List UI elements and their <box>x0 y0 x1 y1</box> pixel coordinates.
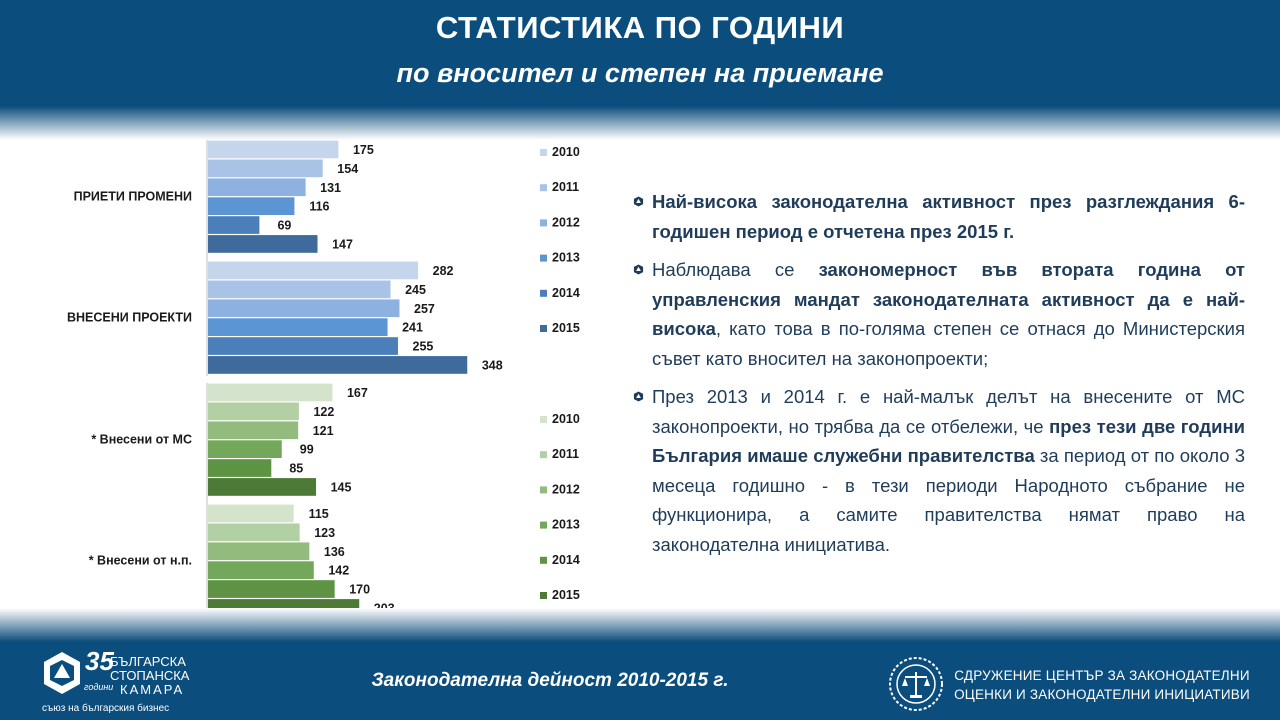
legend-label: 2015 <box>552 321 580 335</box>
bar <box>208 235 318 253</box>
data-label: 147 <box>332 237 353 252</box>
bar <box>208 318 388 336</box>
category-label: * Внесени от МС <box>91 432 192 447</box>
legend-swatch <box>540 219 547 226</box>
legend-swatch <box>540 149 547 156</box>
legend-swatch <box>540 522 547 529</box>
data-label: 69 <box>277 218 292 233</box>
category-label: ВНЕСЕНИ ПРОЕКТИ <box>66 310 192 325</box>
bar <box>208 299 399 317</box>
org-name <box>952 666 1252 704</box>
legend-label: 2012 <box>552 215 580 230</box>
footer-fade <box>0 608 1280 642</box>
legend-swatch <box>540 557 547 564</box>
bar <box>208 542 309 560</box>
bullet-hexagon-icon <box>633 196 644 207</box>
bullet-text: , като това в по-голяма степен се отнася до Министерския съвет като вносител на законопроекти; <box>652 318 1245 369</box>
bar <box>208 384 332 402</box>
legend-label: 2013 <box>552 517 580 532</box>
bar <box>208 580 335 598</box>
legend-label: 2011 <box>552 180 580 195</box>
bar <box>208 337 398 355</box>
data-label: 241 <box>402 320 423 335</box>
data-label: 115 <box>308 506 329 521</box>
logo-tagline: съюз на българския бизнес <box>42 703 170 714</box>
bullet-item <box>633 187 1245 246</box>
data-label: 175 <box>352 142 374 157</box>
bar <box>208 160 323 178</box>
scales-seal-icon <box>888 656 944 712</box>
data-label: 131 <box>320 180 342 195</box>
bullet-text: Най-висока законодателна активност през разглеждания 6-годишен период е отчетена през 2015 г. <box>652 191 1245 242</box>
legend-swatch <box>540 184 547 191</box>
data-label: 121 <box>312 423 334 438</box>
bullet-text: Наблюдава се <box>652 259 819 280</box>
bar <box>208 197 294 215</box>
logo-line1: БЪЛГАРСКА <box>110 654 186 669</box>
category-label: ПРИЕТИ ПРОМЕНИ <box>73 189 192 204</box>
bullet-hexagon-icon <box>633 391 644 402</box>
bar <box>208 440 282 458</box>
legend-swatch <box>540 416 547 423</box>
logo-years: години <box>84 682 114 692</box>
bar <box>208 262 418 280</box>
bar <box>208 216 259 234</box>
footer-caption: Законодателна дейност 2010-2015 г. <box>371 670 729 691</box>
data-label: 145 <box>330 480 352 495</box>
bullet-text: закономерност във втората година от управленския мандат законодателната активност да е най-висока <box>652 259 1245 339</box>
bar <box>208 403 299 421</box>
logo-line3: КАМАРА <box>120 682 185 697</box>
legend-label: 2014 <box>552 285 580 300</box>
data-label: 245 <box>405 282 426 297</box>
data-label: 99 <box>299 442 314 457</box>
legend-label: 2012 <box>552 482 580 497</box>
bar <box>208 421 298 439</box>
bullet-text: за период от по около 3 месеца годишно - в тези периоди Народното събрание не функционира, а самите правителства нямат право на законодателна инициатива. <box>652 445 1245 555</box>
bar <box>208 524 300 542</box>
data-label: 136 <box>323 544 345 559</box>
bar <box>208 561 314 579</box>
data-label: 348 <box>481 358 503 373</box>
data-label: 255 <box>412 339 434 354</box>
bar <box>208 141 338 159</box>
legend-swatch <box>540 486 547 493</box>
bullet-list <box>633 187 1245 568</box>
org-name-line2: ОЦЕНКИ И ЗАКОНОДАТЕЛНИ ИНИЦИАТИВИ <box>954 687 1250 702</box>
logo-number: 35 <box>85 648 114 676</box>
bar <box>208 178 306 196</box>
bullet-text: през тези две години България имаше служебни правителства <box>652 415 1245 466</box>
bar <box>208 356 467 374</box>
bar <box>208 281 391 299</box>
bar <box>208 478 316 496</box>
data-label: 257 <box>414 301 435 316</box>
data-label: 122 <box>313 404 335 419</box>
org-name-line1: СДРУЖЕНИЕ ЦЕНТЪР ЗА ЗАКОНОДАТЕЛНИ <box>954 668 1250 683</box>
legend-label: 2013 <box>552 250 580 265</box>
data-label: 167 <box>346 385 368 400</box>
legend-label: 2015 <box>552 588 580 602</box>
legend-label: 2011 <box>552 447 580 462</box>
legend-swatch <box>540 290 547 297</box>
legend-swatch <box>540 592 547 599</box>
page-title: СТАТИСТИКА ПО ГОДИНИ <box>435 10 845 45</box>
data-label: 170 <box>349 582 371 597</box>
page-subtitle: по вносител и степен на приемане <box>396 58 884 88</box>
bar-charts <box>0 130 620 620</box>
bullet-hexagon-icon <box>633 264 644 275</box>
bar <box>208 459 271 477</box>
legend-label: 2010 <box>552 412 580 426</box>
data-label: 123 <box>314 525 336 540</box>
data-label: 282 <box>432 263 454 278</box>
bullet-item <box>633 382 1245 559</box>
data-label: 85 <box>289 461 304 476</box>
data-label: 142 <box>328 563 350 578</box>
legend-label: 2010 <box>552 145 580 159</box>
category-label: * Внесени от н.п. <box>88 553 192 568</box>
bullet-item <box>633 255 1245 373</box>
legend-swatch <box>540 451 547 458</box>
legend-label: 2014 <box>552 552 580 567</box>
bullet-text: През 2013 и 2014 г. е най-малък делът на внесените от МС законопроекти, но трябва да се отбележи, че <box>652 386 1245 437</box>
data-label: 154 <box>337 161 359 176</box>
legend-swatch <box>540 325 547 332</box>
bar <box>208 505 294 523</box>
data-label: 116 <box>309 199 330 214</box>
logo-line2: СТОПАНСКА <box>110 668 190 683</box>
legend-swatch <box>540 255 547 262</box>
